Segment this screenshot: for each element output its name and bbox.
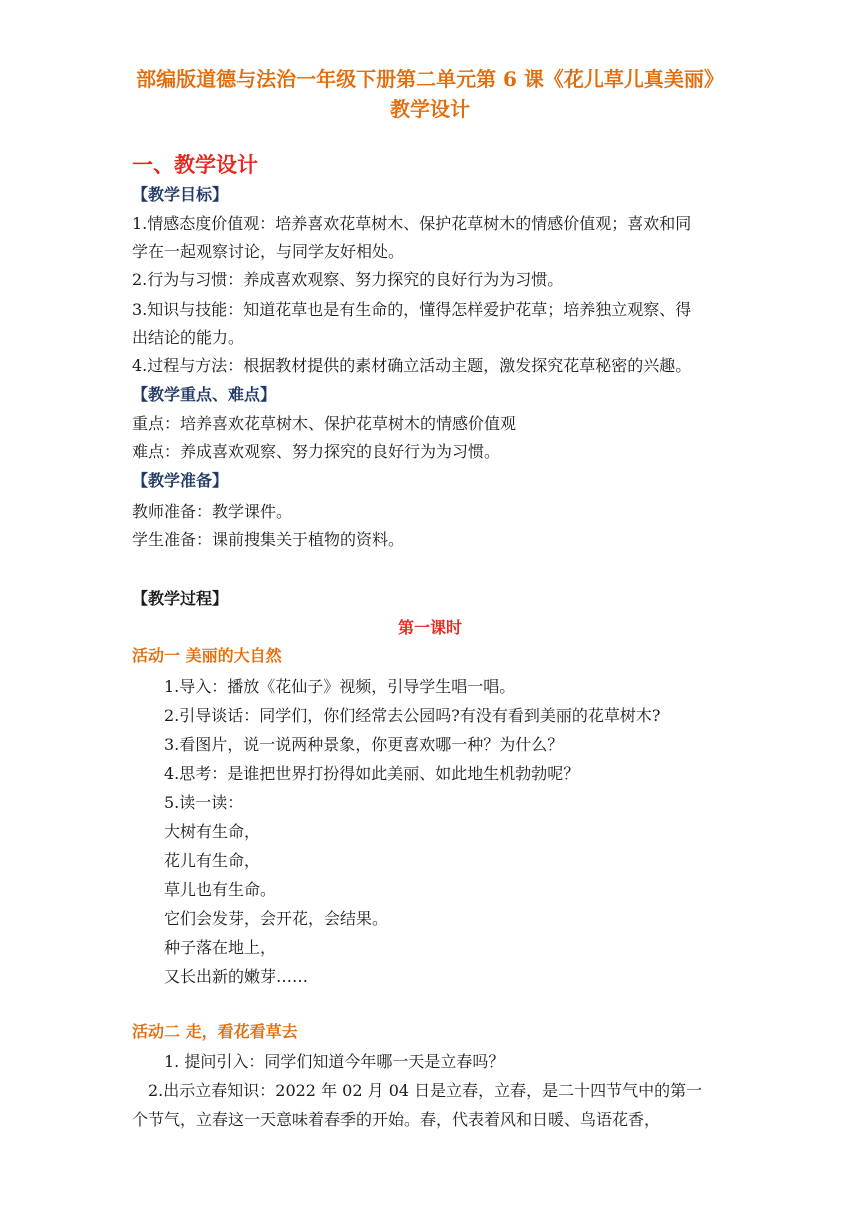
poem-line: 它们会发芽，会开花，会结果。 [164, 909, 389, 928]
preparation-student: 学生准备：课前搜集关于植物的资料。 [132, 530, 405, 549]
activity-1-step: 3.看图片，说一说两种景象，你更喜欢哪一种？为什么？ [164, 735, 564, 754]
document-title-line2: 教学设计 [390, 97, 470, 121]
objective-item-3-line1: 3.知识与技能：知道花草也是有生命的，懂得怎样爱护花草；培养独立观察、得 [132, 300, 692, 319]
poem-line: 大树有生命， [164, 822, 261, 841]
lesson-label: 第一课时 [397, 618, 462, 637]
part-heading: 一、教学设计 [132, 152, 258, 177]
activity-2-title: 活动二 走，看花看草去 [132, 1022, 298, 1041]
activity-2-step-1: 1. 提问引入：同学们知道今年哪一天是立春吗？ [164, 1052, 505, 1071]
objective-item-2: 2.行为与习惯：养成喜欢观察、努力探究的良好行为为习惯。 [132, 270, 564, 289]
objective-item-3-line2: 出结论的能力。 [132, 328, 245, 347]
key-points-heading: 【教学重点、难点】 [132, 385, 277, 404]
activity-1-step: 1.导入：播放《花仙子》视频，引导学生唱一唱。 [164, 677, 516, 696]
activity-1-title: 活动一 美丽的大自然 [132, 646, 282, 665]
key-point-difficulty: 难点：养成喜欢观察、努力探究的良好行为为习惯。 [132, 442, 501, 461]
poem-line: 草儿也有生命。 [164, 880, 277, 899]
preparation-heading: 【教学准备】 [132, 471, 229, 490]
preparation-teacher: 教师准备：教学课件。 [132, 502, 293, 521]
key-point-focus: 重点：培养喜欢花草树木、保护花草树木的情感价值观 [132, 414, 517, 433]
activity-2-step-2-line1: 2.出示立春知识：2022 年 02 月 04 日是立春，立春，是二十四节气中的第一 [148, 1081, 703, 1100]
document-title-line1: 部编版道德与法治一年级下册第二单元第 6 课《花儿草儿真美丽》 [136, 67, 724, 91]
activity-1-step: 5.读一读： [164, 793, 244, 812]
poem-line: 种子落在地上， [164, 938, 277, 957]
objectives-heading: 【教学目标】 [132, 185, 229, 204]
activity-1-step: 4.思考：是谁把世界打扮得如此美丽、如此地生机勃勃呢？ [164, 764, 580, 783]
activity-2-step-2-line2: 个节气，立春这一天意味着春季的开始。春，代表着风和日暖、鸟语花香， [132, 1110, 661, 1129]
objective-item-4: 4.过程与方法：根据教材提供的素材确立活动主题，激发探究花草秘密的兴趣。 [132, 356, 692, 375]
activity-1-step: 2.引导谈话：同学们，你们经常去公园吗?有没有看到美丽的花草树木? [164, 706, 661, 725]
poem-line: 又长出新的嫩芽…… [164, 967, 309, 986]
objective-item-1-line2: 学在一起观察讨论，与同学友好相处。 [132, 242, 405, 261]
process-heading: 【教学过程】 [132, 589, 229, 608]
poem-line: 花儿有生命， [164, 851, 261, 870]
objective-item-1-line1: 1.情感态度价值观：培养喜欢花草树木、保护花草树木的情感价值观；喜欢和同 [132, 214, 692, 233]
